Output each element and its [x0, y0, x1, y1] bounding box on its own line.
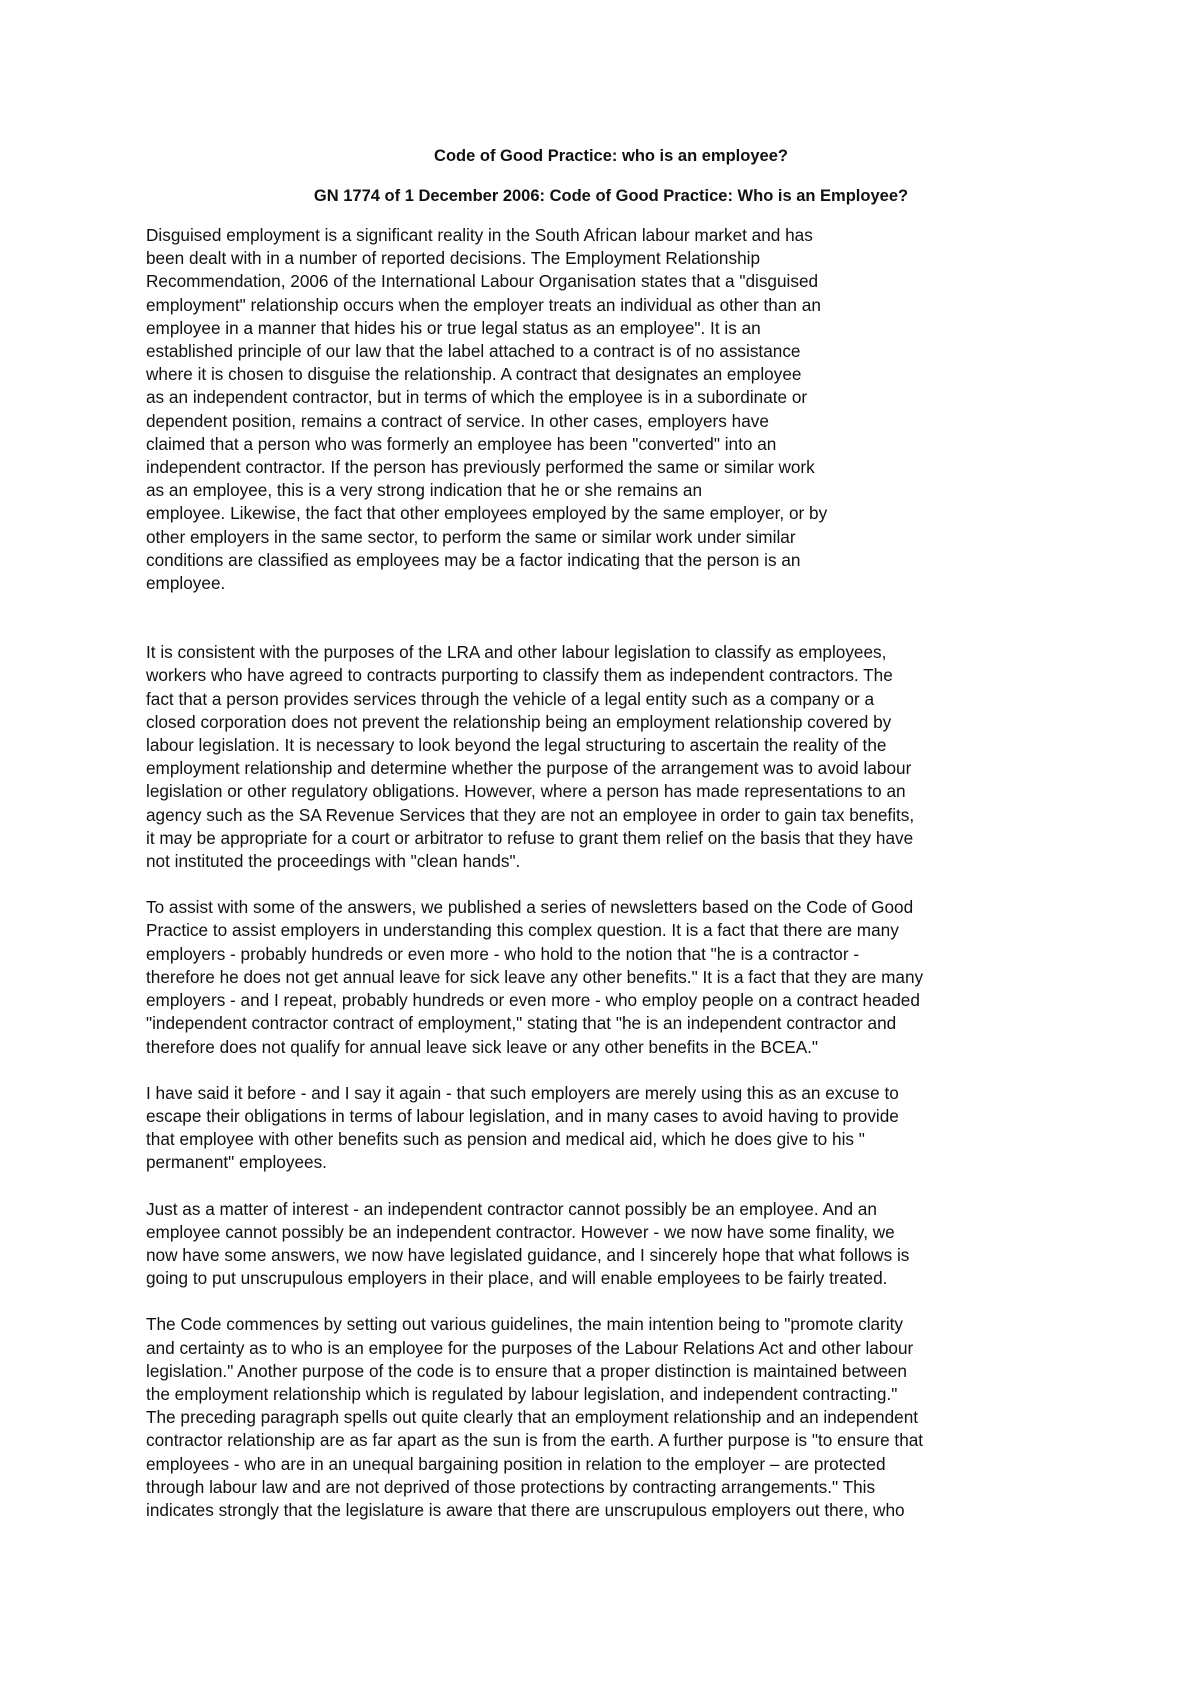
text-line: labour legislation. It is necessary to look beyond the legal structuring to ascertain the reality of the — [146, 735, 887, 756]
text-line: employers - and I repeat, probably hundreds or even more - who employ people on a contract headed — [146, 990, 920, 1011]
text-line: It is consistent with the purposes of the LRA and other labour legislation to classify as employees, — [146, 642, 887, 663]
text-line: To assist with some of the answers, we published a series of newsletters based on the Code of Good — [146, 897, 914, 918]
paragraph-newsletters — [146, 896, 1076, 1058]
text-line: other employers in the same sector, to perform the same or similar work under similar — [146, 526, 796, 547]
paragraph-excuse — [146, 1082, 1076, 1175]
text-line: been dealt with in a number of reported decisions. The Employment Relationship — [146, 248, 761, 269]
text-line: employee. — [146, 573, 226, 594]
text-line: employees - who are in an unequal bargaining position in relation to the employer – are protected — [146, 1453, 886, 1474]
paragraph-matter-of-interest — [146, 1198, 1076, 1291]
text-line: employee cannot possibly be an independent contractor. However - we now have some finality, we — [146, 1221, 895, 1242]
text-line: employers - probably hundreds or even more - who hold to the notion that "he is a contractor - — [146, 943, 860, 964]
paragraph-lra-purposes — [146, 641, 1076, 873]
text-line: dependent position, remains a contract of service. In other cases, employers have — [146, 410, 769, 431]
text-line: The Code commences by setting out various guidelines, the main intention being to "promote clarity — [146, 1314, 904, 1335]
text-line: I have said it before - and I say it again - that such employers are merely using this as an excuse to — [146, 1082, 899, 1103]
paragraph-disguised-employment — [146, 224, 1076, 595]
text-line: therefore he does not get annual leave for sick leave any other benefits." It is a fact that they are many — [146, 966, 924, 987]
document-page — [146, 146, 1076, 1522]
text-line: where it is chosen to disguise the relationship. A contract that designates an employee — [146, 364, 802, 385]
paragraph-code-commences — [146, 1313, 1076, 1522]
text-line: Disguised employment is a significant reality in the South African labour market and has — [146, 225, 813, 245]
text-line: employment relationship and determine whether the purpose of the arrangement was to avoid labour — [146, 758, 912, 779]
text-line: agency such as the SA Revenue Services that they are not an employee in order to gain tax benefits, — [146, 804, 915, 825]
text-line: established principle of our law that the label attached to a contract is of no assistance — [146, 341, 801, 362]
text-line: "independent contractor contract of employment," stating that "he is an independent contractor and — [146, 1013, 897, 1034]
text-line: closed corporation does not prevent the relationship being an employment relationship covered by — [146, 711, 892, 732]
text-line: therefore does not qualify for annual leave sick leave or any other benefits in the BCEA." — [146, 1036, 819, 1057]
text-line: going to put unscrupulous employers in their place, and will enable employees to be fairly treated. — [146, 1268, 888, 1289]
text-line: permanent" employees. — [146, 1152, 327, 1173]
text-line: as an employee, this is a very strong indication that he or she remains an — [146, 480, 703, 501]
text-line: Practice to assist employers in understanding this complex question. It is a fact that there are many — [146, 920, 899, 941]
text-line: conditions are classified as employees may be a factor indicating that the person is an — [146, 549, 801, 570]
text-line: employee in a manner that hides his or true legal status as an employee". It is an — [146, 317, 761, 338]
document-subtitle: GN 1774 of 1 December 2006: Code of Good Practice: Who is an Employee? — [313, 187, 909, 205]
text-line: escape their obligations in terms of labour legislation, and in many cases to avoid having to provide — [146, 1105, 899, 1126]
text-line: Just as a matter of interest - an independent contractor cannot possibly be an employee. And an — [146, 1198, 877, 1219]
text-line: fact that a person provides services through the vehicle of a legal entity such as a company or a — [146, 688, 875, 709]
document-title: Code of Good Practice: who is an employee? — [434, 147, 788, 165]
text-line: as an independent contractor, but in terms of which the employee is in a subordinate or — [146, 387, 808, 408]
text-line: now have some answers, we now have legislated guidance, and I sincerely hope that what follows is — [146, 1244, 910, 1265]
text-line: legislation or other regulatory obligations. However, where a person has made representations to an — [146, 781, 906, 802]
text-line: employee. Likewise, the fact that other employees employed by the same employer, or by — [146, 503, 828, 524]
text-line: legislation." Another purpose of the code is to ensure that a proper distinction is maintained between — [146, 1360, 907, 1381]
text-line: indicates strongly that the legislature is aware that there are unscrupulous employers out there, who — [146, 1499, 905, 1520]
text-line: Recommendation, 2006 of the International Labour Organisation states that a "disguised — [146, 271, 819, 292]
text-line: and certainty as to who is an employee for the purposes of the Labour Relations Act and other labour — [146, 1337, 914, 1358]
text-line: employment" relationship occurs when the employer treats an individual as other than an — [146, 294, 821, 315]
text-line: independent contractor. If the person has previously performed the same or similar work — [146, 457, 815, 478]
text-line: that employee with other benefits such as pension and medical aid, which he does give to his " — [146, 1129, 865, 1150]
text-line: claimed that a person who was formerly an employee has been "converted" into an — [146, 433, 777, 454]
text-line: the employment relationship which is regulated by labour legislation, and independent contracting." — [146, 1383, 898, 1404]
text-line: contractor relationship are as far apart as the sun is from the earth. A further purpose is "to ensure that — [146, 1430, 924, 1451]
text-line: workers who have agreed to contracts purporting to classify them as independent contractors. The — [146, 665, 893, 686]
text-line: it may be appropriate for a court or arbitrator to refuse to grant them relief on the basis that they have — [146, 827, 914, 848]
text-line: The preceding paragraph spells out quite clearly that an employment relationship and an independent — [146, 1407, 919, 1428]
text-line: through labour law and are not deprived of those protections by contracting arrangements." This — [146, 1476, 876, 1497]
text-line: not instituted the proceedings with "clean hands". — [146, 851, 521, 872]
